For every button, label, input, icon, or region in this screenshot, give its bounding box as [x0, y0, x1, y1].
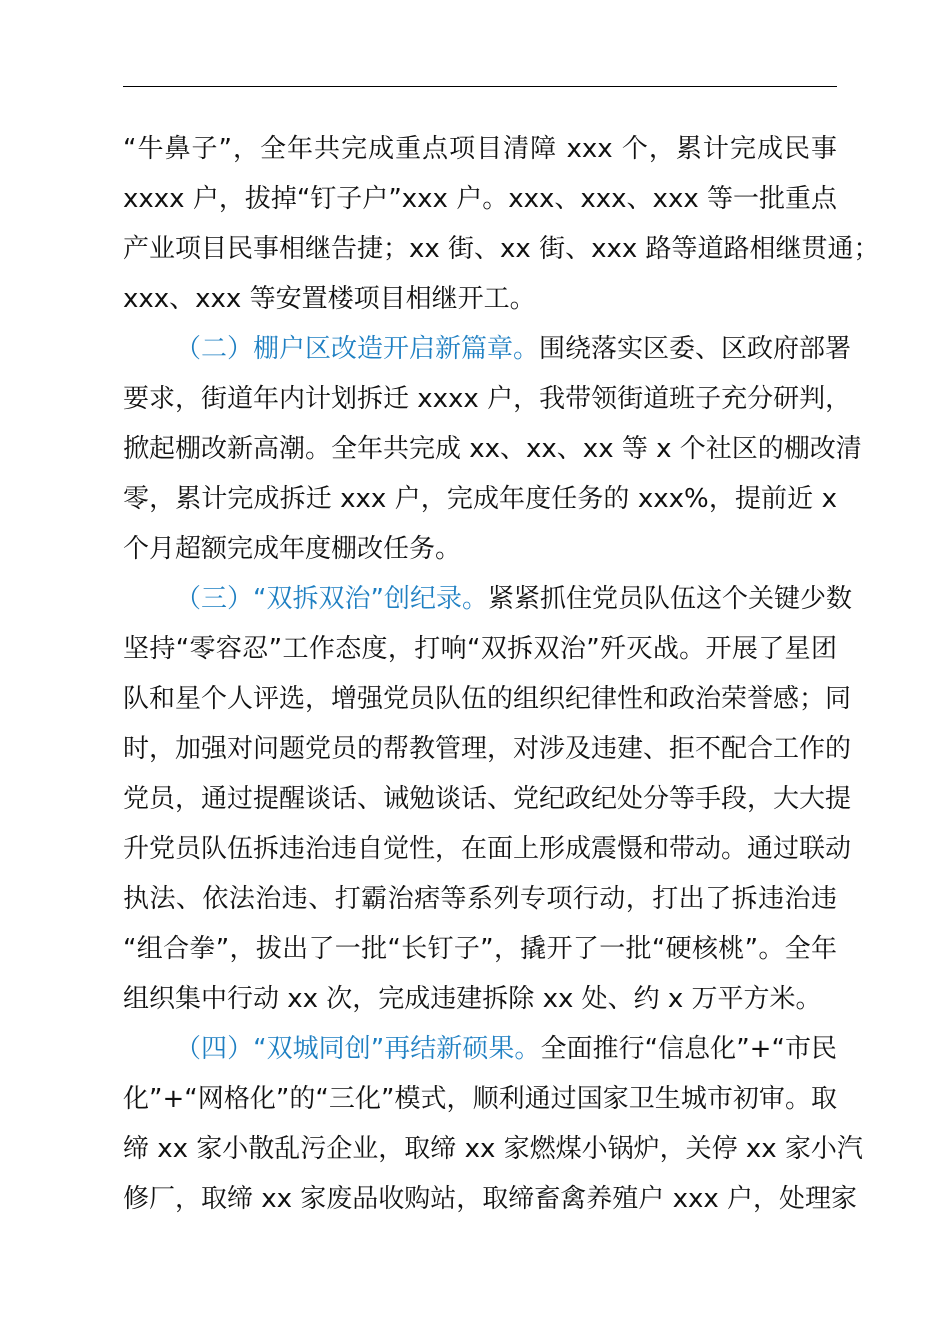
- section-heading: （三）“双拆双治”创纪录。: [175, 584, 488, 614]
- body-line: 组织集中行动 xx 次，完成违建拆除 xx 处、约 x 万平方米。: [123, 984, 822, 1014]
- section-first-line: [123, 1024, 837, 1074]
- body-line: 要求，街道年内计划拆迁 xxxx 户，我带领街道班子充分研判，: [123, 384, 852, 414]
- body-line: 修厂，取缔 xx 家废品收购站，取缔畜禽养殖户 xxx 户，处理家: [123, 1184, 857, 1214]
- body-line: 产业项目民事相继告捷；xx 街、xx 街、xxx 路等道路相继贯通；: [123, 234, 880, 264]
- body-line: 升党员队伍拆违治违自觉性，在面上形成震慑和带动。通过联动: [123, 834, 852, 864]
- body-line: “组合拳”，拔出了一批“长钉子”，撬开了一批“硬核桃”。全年: [123, 934, 837, 964]
- section-first-line: [123, 574, 852, 624]
- section-heading: （二）棚户区改造开启新篇章。: [175, 334, 540, 364]
- body-line: xxxx 户，拔掉“钉子户”xxx 户。xxx、xxx、xxx 等一批重点: [123, 184, 837, 214]
- body-line: 个月超额完成年度棚改任务。: [123, 534, 462, 564]
- section-lead-text: 紧紧抓住党员队伍这个关键少数: [487, 584, 852, 614]
- section-heading: （四）“双城同创”再结新硕果。: [175, 1034, 541, 1064]
- section-lead-text: 全面推行“信息化”+“市民: [540, 1034, 837, 1064]
- body-line: xxx、xxx 等安置楼项目相继开工。: [123, 284, 536, 314]
- document-body: [123, 124, 880, 1224]
- section-first-line: [123, 324, 852, 374]
- body-line: 化”+“网格化”的“三化”模式，顺利通过国家卫生城市初审。取: [123, 1084, 837, 1114]
- header-rule: [123, 86, 837, 87]
- body-line: 时，加强对问题党员的帮教管理，对涉及违建、拒不配合工作的: [123, 734, 852, 764]
- body-line: 坚持“零容忍”工作态度，打响“双拆双治”歼灭战。开展了星团: [123, 634, 837, 664]
- body-line: 缔 xx 家小散乱污企业，取缔 xx 家燃煤小锅炉，关停 xx 家小汽: [123, 1134, 863, 1164]
- body-line: “牛鼻子”，全年共完成重点项目清障 xxx 个，累计完成民事: [123, 134, 837, 164]
- body-line: 零，累计完成拆迁 xxx 户，完成年度任务的 xxx%，提前近 x: [123, 484, 837, 514]
- body-line: 执法、依法治违、打霸治痞等系列专项行动，打出了拆违治违: [123, 884, 837, 914]
- body-line: 党员，通过提醒谈话、诫勉谈话、党纪政纪处分等手段，大大提: [123, 784, 852, 814]
- body-line: 掀起棚改新高潮。全年共完成 xx、xx、xx 等 x 个社区的棚改清: [123, 434, 862, 464]
- section-lead-text: 围绕落实区委、区政府部署: [539, 334, 852, 364]
- body-line: 队和星个人评选，增强党员队伍的组织纪律性和政治荣誉感；同: [123, 684, 852, 714]
